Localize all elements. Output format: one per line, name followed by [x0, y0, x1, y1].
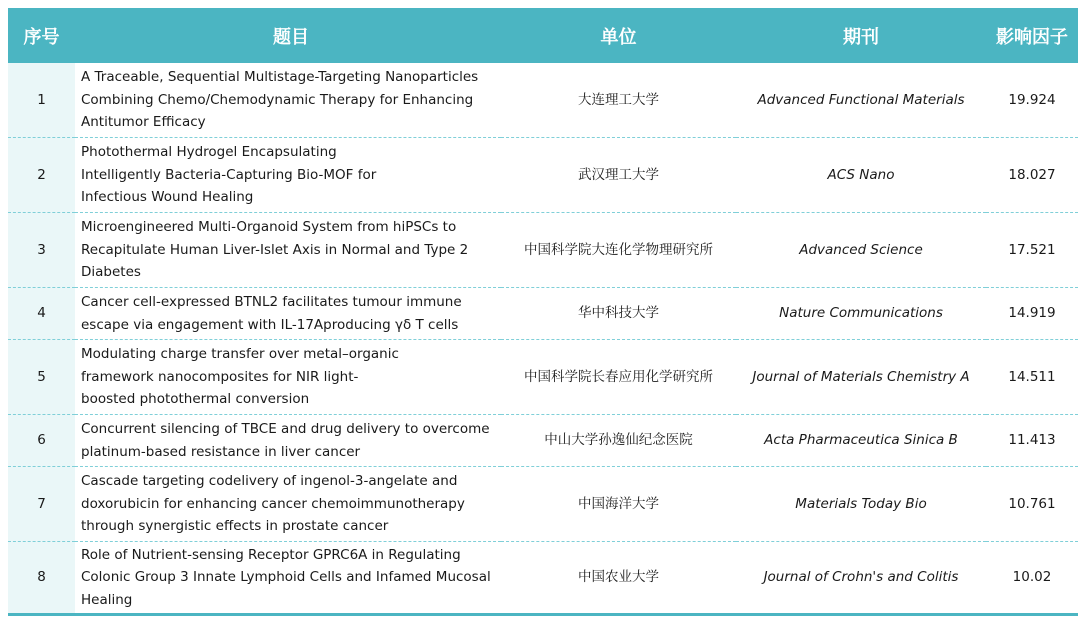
header-journal: 期刊: [736, 8, 986, 63]
row-journal: Advanced Functional Materials: [736, 63, 986, 138]
row-title: Cancer cell-expressed BTNL2 facilitates tumour immune escape via engagement with IL-17Aproducing γδ T cells: [75, 288, 501, 340]
table-row: [8, 138, 1078, 213]
row-impact-factor: 10.761: [986, 467, 1078, 542]
row-unit: 中国农业大学: [501, 542, 736, 615]
row-title: Modulating charge transfer over metal–organic framework nanocomposites for NIR light-boosted photothermal conversion: [75, 340, 501, 415]
publications-table: [8, 8, 1078, 616]
row-title: Microengineered Multi-Organoid System from hiPSCs to Recapitulate Human Liver-Islet Axis in Normal and Type 2 Diabetes: [75, 213, 501, 288]
row-number: 2: [8, 138, 75, 213]
row-unit: 华中科技大学: [501, 288, 736, 340]
row-impact-factor: 14.919: [986, 288, 1078, 340]
row-number: 1: [8, 63, 75, 138]
row-journal: ACS Nano: [736, 138, 986, 213]
header-number: 序号: [8, 8, 75, 63]
row-unit: 中国科学院大连化学物理研究所: [501, 213, 736, 288]
row-title: Role of Nutrient-sensing Receptor GPRC6A in Regulating Colonic Group 3 Innate Lymphoid Cells and Infamed Mucosal Healing: [75, 542, 501, 615]
table-row: [8, 213, 1078, 288]
row-title: Cascade targeting codelivery of ingenol-3-angelate and doxorubicin for enhancing cancer chemoimmunotherapy through synergistic effects in prostate cancer: [75, 467, 501, 542]
row-impact-factor: 11.413: [986, 415, 1078, 467]
row-unit: 中国海洋大学: [501, 467, 736, 542]
row-title: Photothermal Hydrogel Encapsulating Intelligently Bacteria-Capturing Bio-MOF for Infectious Wound Healing: [75, 138, 501, 213]
header-row: [8, 8, 1078, 63]
row-impact-factor: 18.027: [986, 138, 1078, 213]
row-journal: Journal of Materials Chemistry A: [736, 340, 986, 415]
row-number: 3: [8, 213, 75, 288]
row-number: 8: [8, 542, 75, 615]
row-number: 5: [8, 340, 75, 415]
row-impact-factor: 19.924: [986, 63, 1078, 138]
row-journal: Advanced Science: [736, 213, 986, 288]
table-row: [8, 542, 1078, 615]
row-journal: Acta Pharmaceutica Sinica B: [736, 415, 986, 467]
row-unit: 武汉理工大学: [501, 138, 736, 213]
row-unit: 中山大学孙逸仙纪念医院: [501, 415, 736, 467]
row-title: A Traceable, Sequential Multistage-Targeting Nanoparticles Combining Chemo/Chemodynamic Therapy for Enhancing Antitumor Efficacy: [75, 63, 501, 138]
row-number: 7: [8, 467, 75, 542]
row-unit: 中国科学院长春应用化学研究所: [501, 340, 736, 415]
row-journal: Journal of Crohn's and Colitis: [736, 542, 986, 615]
row-impact-factor: 17.521: [986, 213, 1078, 288]
table-row: [8, 415, 1078, 467]
header-impact-factor: 影响因子: [986, 8, 1078, 63]
table-row: [8, 288, 1078, 340]
row-number: 4: [8, 288, 75, 340]
row-journal: Materials Today Bio: [736, 467, 986, 542]
header-unit: 单位: [501, 8, 736, 63]
row-journal: Nature Communications: [736, 288, 986, 340]
table-row: [8, 63, 1078, 138]
table-row: [8, 467, 1078, 542]
row-unit: 大连理工大学: [501, 63, 736, 138]
row-impact-factor: 14.511: [986, 340, 1078, 415]
row-title: Concurrent silencing of TBCE and drug delivery to overcome platinum-based resistance in liver cancer: [75, 415, 501, 467]
row-impact-factor: 10.02: [986, 542, 1078, 615]
row-number: 6: [8, 415, 75, 467]
table-row: [8, 340, 1078, 415]
header-title: 题目: [75, 8, 501, 63]
